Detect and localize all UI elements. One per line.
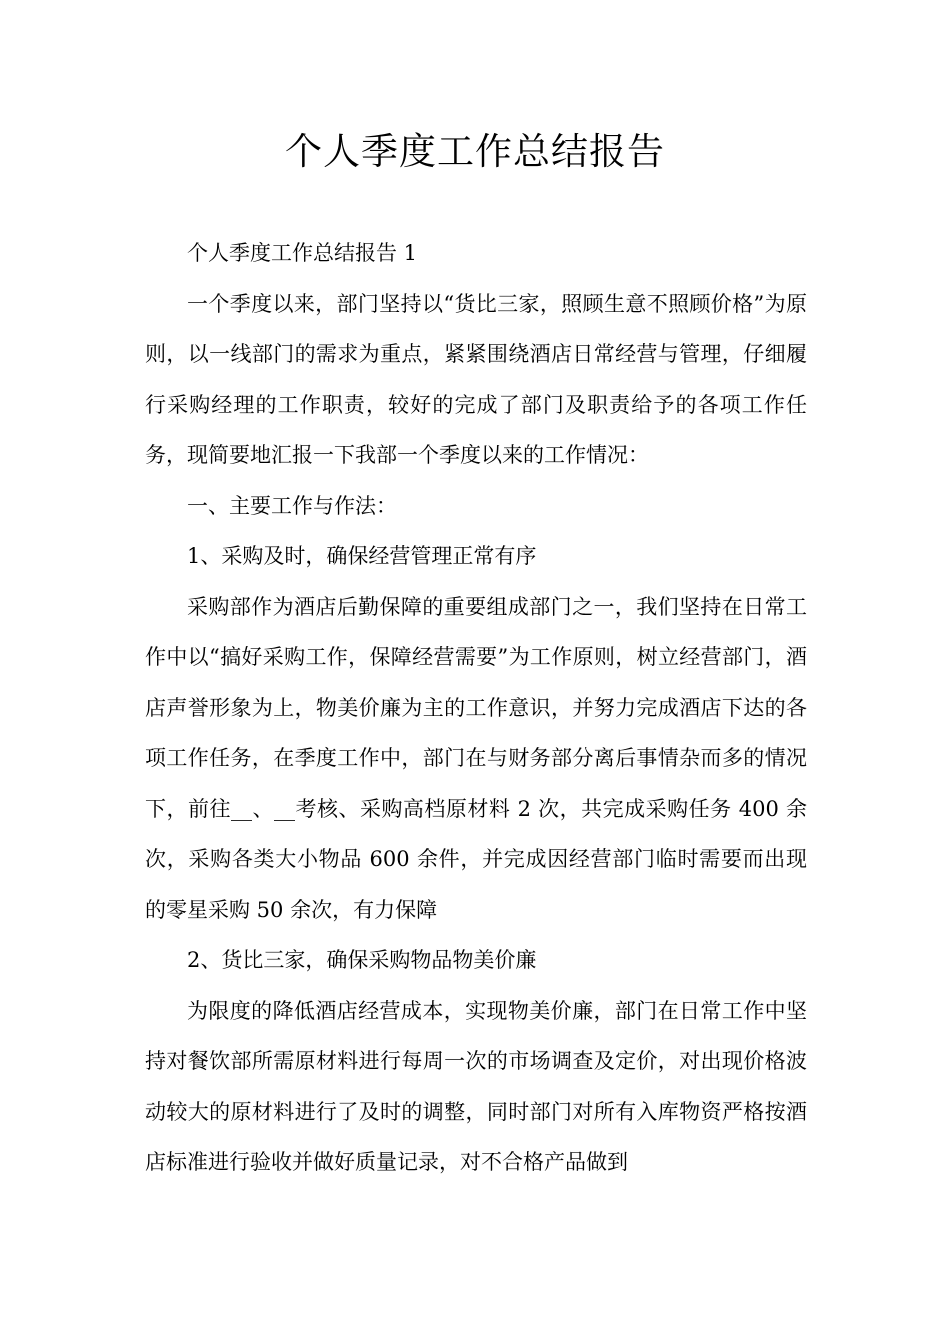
- body-paragraph: 为限度的降低酒店经营成本，实现物美价廉，部门在日常工作中坚持对餐饮部所需原材料进行每周一次的市场调查及定价，对出现价格波动较大的原材料进行了及时的调整，同时部门对所有入库物资严格按酒店标准进行验收并做好质量记录，对不合格产品做到: [145, 998, 807, 1174]
- subsection-heading: 2、货比三家，确保采购物品物美价廉: [187, 948, 537, 972]
- subsection-heading: 1、采购及时，确保经营管理正常有序: [187, 544, 537, 568]
- body-paragraph: 采购部作为酒店后勤保障的重要组成部门之一，我们坚持在日常工作中以“搞好采购工作，保障经营需要”为工作原则，树立经营部门，酒店声誉形象为上，物美价廉为主的工作意识，并努力完成酒店下达的各项工作任务，在季度工作中，部门在与财务部分离后事情杂而多的情况下，前往__、__考核、采购高档原材料 2 次，共完成采购任务 400 余次，采购各类大小物品 600 余件，并完成因经营部门临时需要而出现的零星采购 50 余次，有力保障: [145, 594, 807, 922]
- section-heading: 一、主要工作与作法：: [187, 493, 397, 518]
- document-title: 个人季度工作总结报告: [285, 130, 665, 173]
- document-body: [145, 228, 807, 1188]
- body-paragraph: 一个季度以来，部门坚持以“货比三家，照顾生意不照顾价格”为原则，以一线部门的需求为重点，紧紧围绕酒店日常经营与管理，仔细履行采购经理的工作职责，较好的完成了部门及职责给予的各项工作任务，现简要地汇报一下我部一个季度以来的工作情况：: [145, 291, 807, 467]
- section-heading: 个人季度工作总结报告 1: [187, 241, 418, 265]
